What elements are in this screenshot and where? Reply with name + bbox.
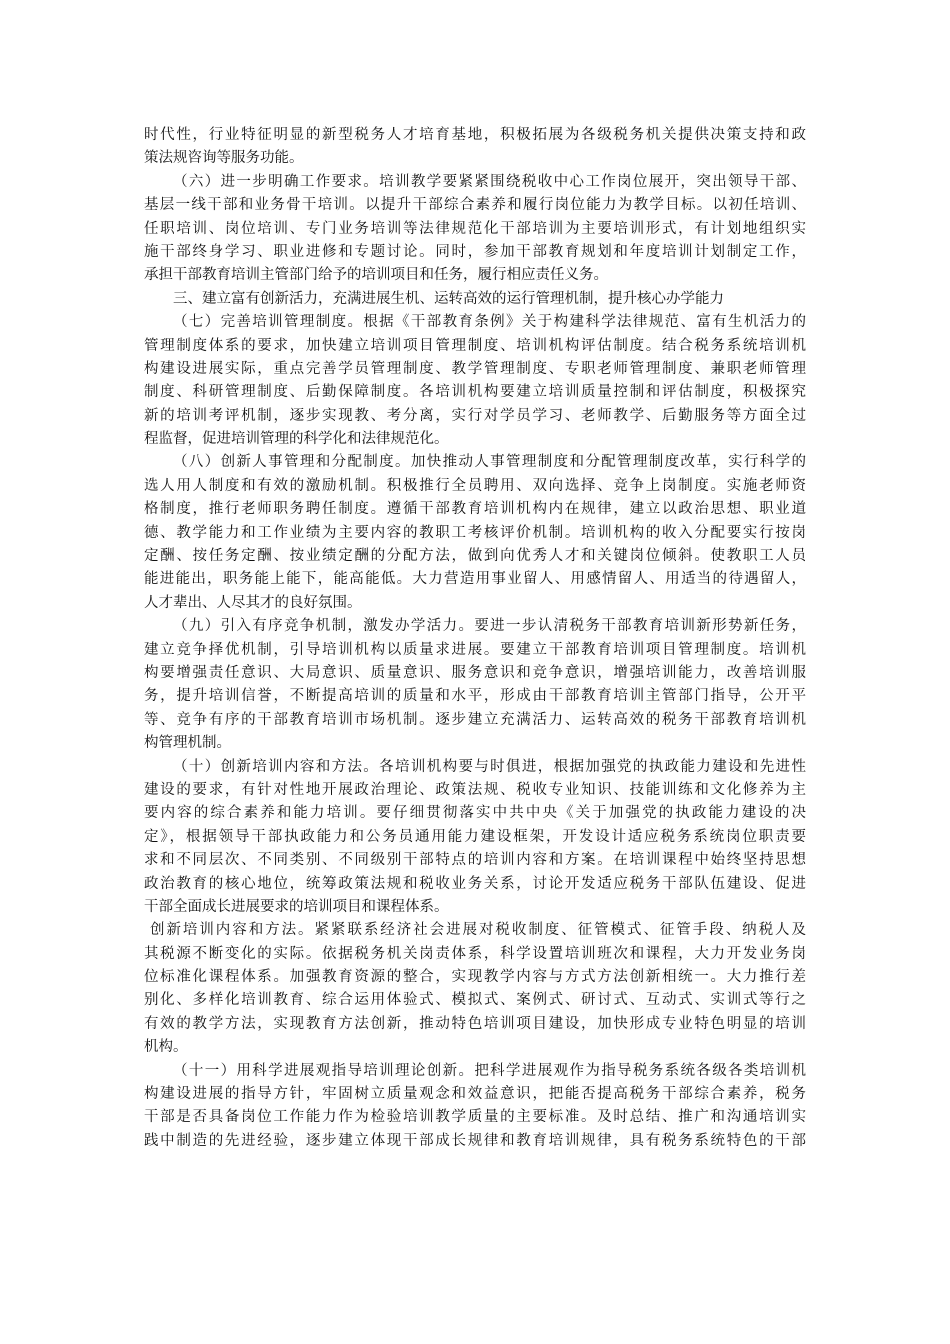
- document-page: [144, 124, 806, 1153]
- text-line: 承担干部教育培训主管部门给予的培训项目和任务，履行相应责任义务。: [144, 267, 608, 284]
- text-line: 定酬、按任务定酬、按业绩定酬的分配方法，做到向优秀人才和关键岗位倾斜。使教职工人员: [144, 548, 806, 565]
- text-line: 人才辈出、人尽其才的良好氛围。: [144, 594, 362, 611]
- text-line: 务，提升培训信誉，不断提高培训的质量和水平，形成由干部教育培训主管部门指导，公开平: [144, 688, 806, 705]
- text-line: 构管理机制。: [144, 735, 231, 752]
- paragraph-p9: [144, 615, 806, 755]
- text-line: 政治教育的核心地位，统筹政策法规和税收业务关系，讨论开发适应税务干部队伍建设、促进: [144, 875, 806, 892]
- text-line: 干部全面成长进展要求的培训项目和课程体系。: [144, 898, 449, 915]
- text-line: 管理制度体系的要求，加快建立培训项目管理制度、培训机构评估制度。结合税务系统培训机: [144, 337, 806, 354]
- text-line: （十）创新培训内容和方法。各培训机构要与时俱进，根据加强党的执政能力建设和先进性: [173, 758, 806, 775]
- paragraph-p0: [144, 124, 806, 171]
- text-line: 格制度，推行老师职务聘任制度。遵循干部教育培训机构内在规律，建立以政治思想、职业道: [144, 501, 806, 518]
- text-line: 别化、多样化培训教育、综合运用体验式、模拟式、案例式、研讨式、互动式、实训式等行之: [144, 992, 806, 1009]
- text-line: 新的培训考评机制，逐步实现教、考分离，实行对学员学习、老师教学、后勤服务等方面全过: [144, 407, 806, 424]
- text-line: 等、竞争有序的干部教育培训市场机制。逐步建立充满活力、运转高效的税务干部教育培训机: [144, 711, 806, 728]
- paragraph-p10b: [144, 919, 806, 1059]
- paragraph-p8: [144, 451, 806, 615]
- text-line: 基层一线干部和业务骨干培训。以提升干部综合素养和履行岗位能力为教学目标。以初任培训、: [144, 197, 806, 214]
- text-line: 构建设进展实际，重点完善学员管理制度、教学管理制度、专职老师管理制度、兼职老师管理: [144, 360, 806, 377]
- paragraph-p7: [144, 311, 806, 451]
- text-line: 三、建立富有创新活力，充满进展生机、运转高效的运行管理机制，提升核心办学能力: [173, 290, 724, 307]
- text-line: 有效的教学方法，实现教育方法创新，推动特色培训项目建设，加快形成专业特色明显的培训: [144, 1015, 806, 1032]
- text-line: 构建设进展的指导方针，牢固树立质量观念和效益意识，把能否提高税务干部综合素养，税务: [144, 1086, 806, 1103]
- text-line: 程监督，促进培训管理的科学化和法律规范化。: [144, 431, 449, 448]
- text-line: 任职培训、岗位培训、专门业务培训等法律规范化干部培训为主要培训形式，有计划地组织实: [144, 220, 806, 237]
- text-line: 能进能出，职务能上能下，能高能低。大力营造用事业留人、用感情留人、用适当的待遇留人，: [144, 571, 806, 588]
- text-line: 定》，根据领导干部执政能力和公务员通用能力建设框架，开发设计适应税务系统岗位职责要: [144, 828, 806, 845]
- text-line: 建立竞争择优机制，引导培训机构以质量求进展。要建立干部教育培训项目管理制度。培训机: [144, 641, 806, 658]
- text-line: （六）进一步明确工作要求。培训教学要紧紧围绕税收中心工作岗位展开，突出领导干部、: [173, 173, 806, 190]
- text-line: 策法规咨询等服务功能。: [144, 150, 304, 167]
- text-line: 选人用人制度和有效的激励机制。积极推行全员聘用、双向选择、竞争上岗制度。实施老师资: [144, 477, 806, 494]
- text-line: 施干部终身学习、职业进修和专题讨论。同时，参加干部教育规划和年度培训计划制定工作，: [144, 243, 806, 260]
- text-line: （九）引入有序竞争机制，激发办学活力。要进一步认清税务干部教育培训新形势新任务，: [173, 618, 806, 635]
- text-line: 践中制造的先进经验，逐步建立体现干部成长规律和教育培训规律，具有税务系统特色的干部: [144, 1132, 806, 1149]
- text-line: 创新培训内容和方法。紧紧联系经济社会进展对税收制度、征管模式、征管手段、纳税人及: [150, 922, 806, 939]
- text-line: 时代性，行业特征明显的新型税务人才培育基地，积极拓展为各级税务机关提供决策支持和政: [144, 127, 806, 143]
- text-line: 制度、科研管理制度、后勤保障制度。各培训机构要建立培训质量控制和评估制度，积极探究: [144, 384, 806, 401]
- text-line: （八）创新人事管理和分配制度。加快推动人事管理制度和分配管理制度改革，实行科学的: [173, 454, 806, 471]
- text-line: 要内容的综合素养和能力培训。要仔细贯彻落实中共中央《关于加强党的执政能力建设的决: [144, 805, 806, 822]
- text-line: 位标准化课程体系。加强教育资源的整合，实现教学内容与方式方法创新相统一。大力推行差: [144, 969, 806, 986]
- text-line: 干部是否具备岗位工作能力作为检验培训教学质量的主要标准。及时总结、推广和沟通培训实: [144, 1109, 806, 1126]
- paragraph-h3: [144, 288, 806, 311]
- text-line: 其税源不断变化的实际。依据税务机关岗责体系，科学设置培训班次和课程，大力开发业务岗: [144, 945, 806, 962]
- text-line: （七）完善培训管理制度。根据《干部教育条例》关于构建科学法律规范、富有生机活力的: [173, 314, 806, 331]
- text-line: 机构。: [144, 1039, 188, 1056]
- paragraph-p11: [144, 1060, 806, 1154]
- text-line: 德、教学能力和工作业绩为主要内容的教职工考核评价机制。培训机构的收入分配要实行按岗: [144, 524, 806, 541]
- text-line: 建设的要求，有针对性地开展政治理论、政策法规、税收专业知识、技能训练和文化修养为主: [144, 781, 806, 798]
- text-line: 构要增强责任意识、大局意识、质量意识、服务意识和竞争意识，增强培训能力，改善培训服: [144, 664, 806, 681]
- text-line: 求和不同层次、不同类别、不同级别干部特点的培训内容和方案。在培训课程中始终坚持思想: [144, 852, 806, 869]
- paragraph-p10: [144, 756, 806, 920]
- text-line: （十一）用科学进展观指导培训理论创新。把科学进展观作为指导税务系统各级各类培训机: [173, 1062, 806, 1079]
- paragraph-p6: [144, 171, 806, 288]
